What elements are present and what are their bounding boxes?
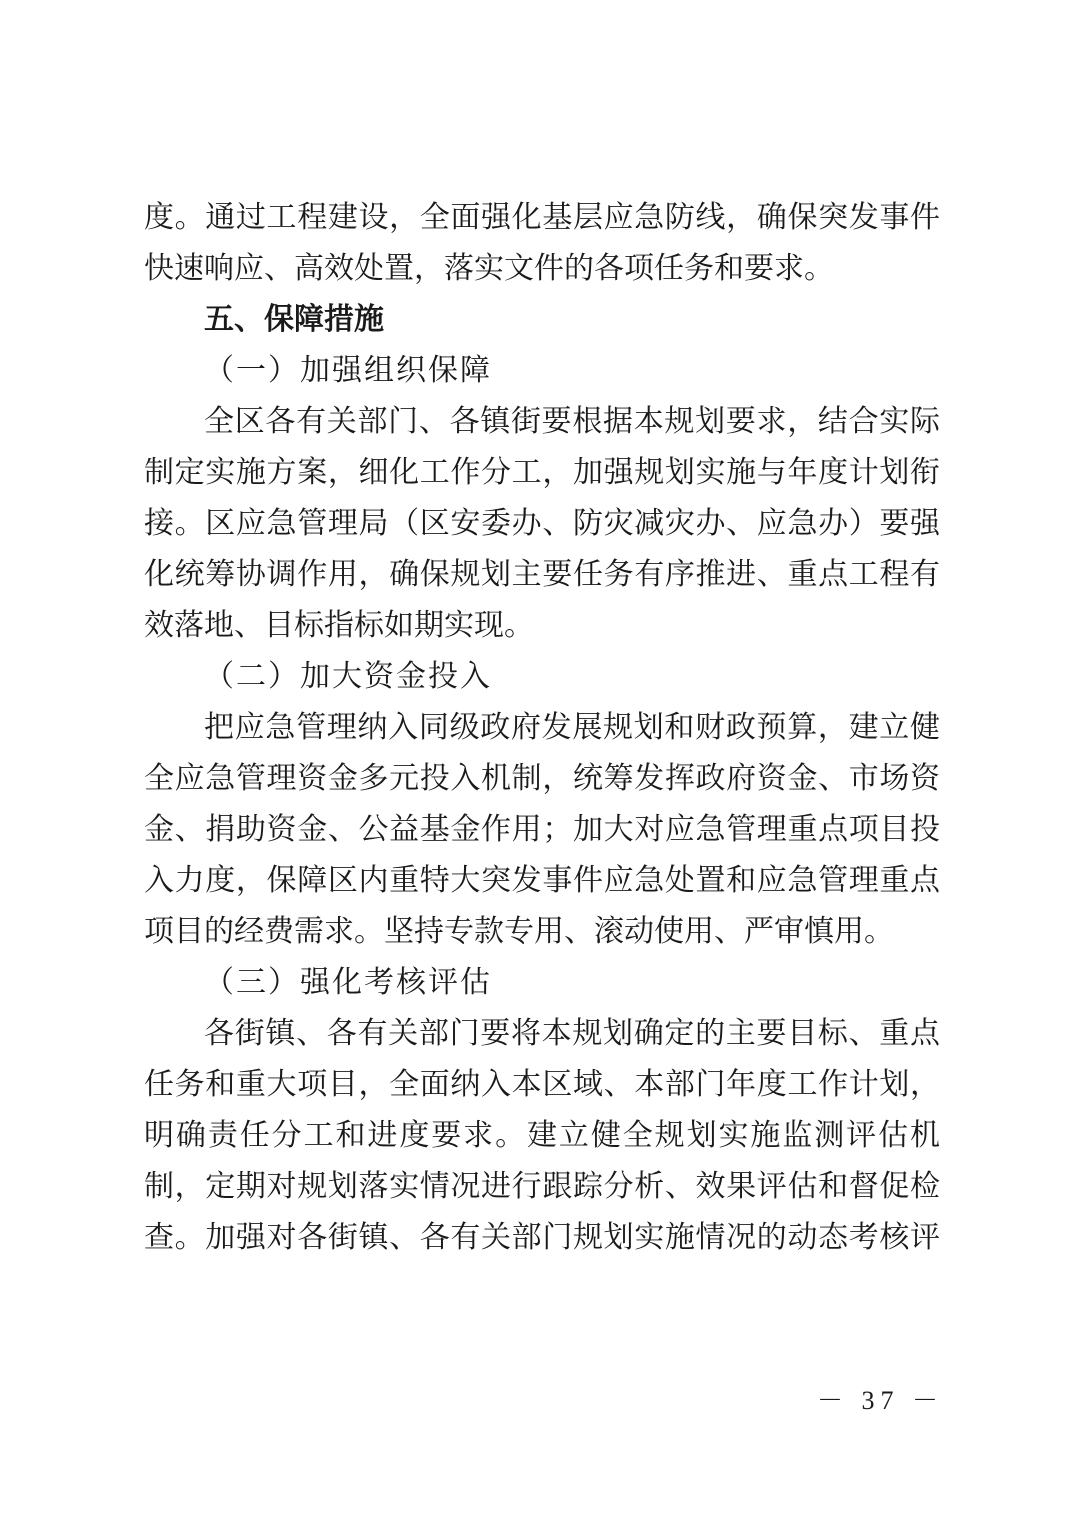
- body-text-line: 全应急管理资金多元投入机制，统筹发挥政府资金、市场资: [144, 761, 940, 796]
- body-text-line: 全区各有关部门、各镇街要根据本规划要求，结合实际: [204, 404, 940, 439]
- body-text-line: 入力度，保障区内重特大突发事件应急处置和应急管理重点: [144, 863, 940, 898]
- subsection-heading: （三）强化考核评估: [204, 965, 492, 1000]
- body-text-line: 金、捐助资金、公益基金作用；加大对应急管理重点项目投: [144, 812, 940, 847]
- body-text-line: 各街镇、各有关部门要将本规划确定的主要目标、重点: [204, 1016, 940, 1051]
- body-text-line: 项目的经费需求。坚持专款专用、滚动使用、严审慎用。: [144, 914, 894, 949]
- section-heading: 五、保障措施: [204, 302, 384, 337]
- body-text-line: 接。区应急管理局（区安委办、防灾减灾办、应急办）要强: [144, 506, 940, 541]
- body-text-line: 效落地、目标指标如期实现。: [144, 608, 534, 643]
- page-number: － 37 －: [816, 1386, 944, 1415]
- document-body: [144, 192, 940, 1263]
- subsection-heading: （二）加大资金投入: [204, 659, 492, 694]
- body-text-line: 查。加强对各街镇、各有关部门规划实施情况的动态考核评: [144, 1220, 940, 1255]
- body-text-line: 明确责任分工和进度要求。建立健全规划实施监测评估机: [144, 1118, 940, 1153]
- body-text-line: 把应急管理纳入同级政府发展规划和财政预算，建立健: [204, 710, 940, 745]
- body-text-line: 制定实施方案，细化工作分工，加强规划实施与年度计划衔: [144, 455, 940, 490]
- body-text-line: 任务和重大项目，全面纳入本区域、本部门年度工作计划，: [144, 1067, 940, 1102]
- subsection-heading: （一）加强组织保障: [204, 353, 492, 388]
- body-text-line: 度。通过工程建设，全面强化基层应急防线，确保突发事件: [144, 200, 940, 235]
- body-text-line: 快速响应、高效处置，落实文件的各项任务和要求。: [144, 251, 834, 286]
- body-text-line: 制，定期对规划落实情况进行跟踪分析、效果评估和督促检: [144, 1169, 940, 1204]
- body-text-line: 化统筹协调作用，确保规划主要任务有序推进、重点工程有: [144, 557, 940, 592]
